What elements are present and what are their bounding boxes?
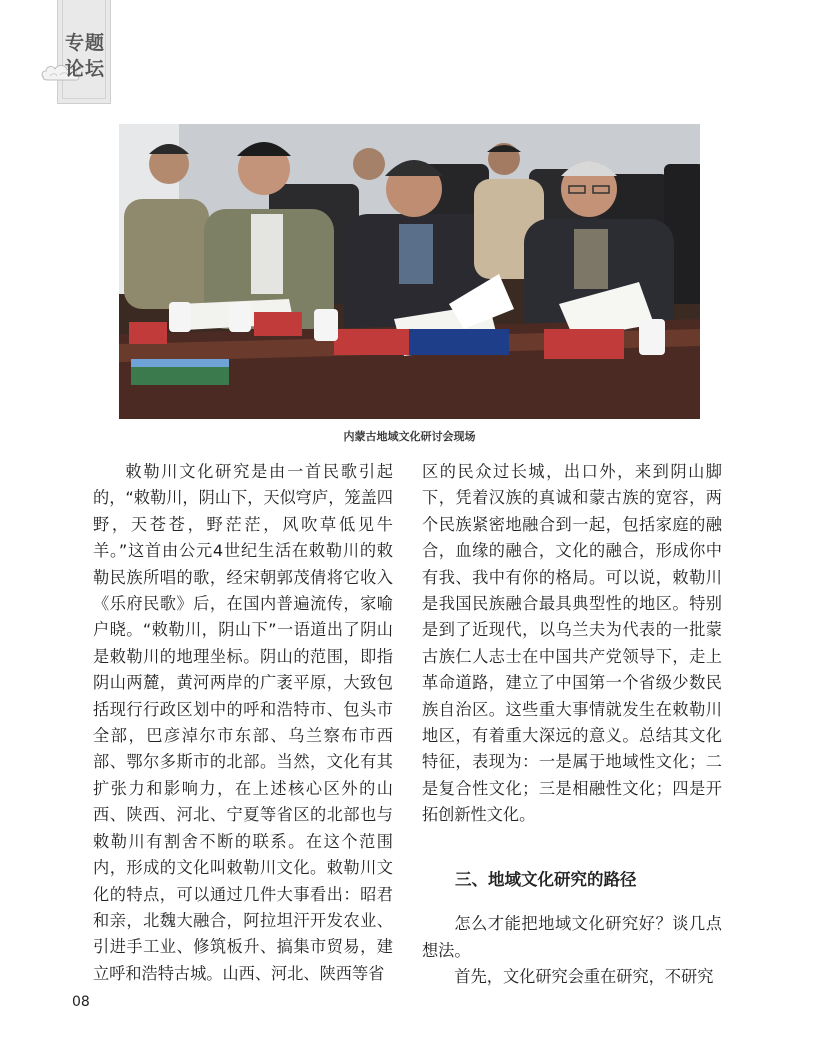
section-tab-line1: 专题 [64,32,105,54]
conference-photo-illustration [119,124,700,419]
paragraph-continuation: 区的民众过长城，出口外，来到阴山脚下，凭着汉族的真诚和蒙古族的宽容，两个民族紧密地融合到一起，包括家庭的融合，血缘的融合，文化的融合，形成你中有我、我中有你的格局。可以说，敕勒川是我国民族融合最具典型性的地区。特别是到了近现代，以乌兰夫为代表的一批蒙古族仁人志士在中国共产党领导下，走上革命道路，建立了中国第一个省级少数民族自治区。这些重大事情就发生在敕勒川地区，有着重大深远的意义。总结其文化特征，表现为：一是属于地域性文化；二是复合性文化；三是相融性文化；四是开拓创新性文化。 [422,462,722,825]
conference-photo [119,124,700,419]
section-tab-line2: 论坛 [64,58,105,80]
paragraph-chile-culture: 敕勒川文化研究是由一首民歌引起的，“敕勒川，阴山下，天似穹庐，笼盖四野，天苍苍，野茫茫，风吹草低见牛羊。”这首由公元4世纪生活在敕勒川的敕勒民族所唱的歌，经宋朝郭茂倩将它收入《乐府民歌》后，在国内普遍流传，家喻户晓。“敕勒川，阴山下”一语道出了阴山是敕勒川的地理坐标。阴山的范围，即指阴山两麓，黄河两岸的广袤平原，大致包括现行行政区划中的呼和浩特市、包头市全部，巴彦淖尔市东部、乌兰察布市西部、鄂尔多斯市的北部。当然，文化有其扩张力和影响力，在上述核心区外的山西、陕西、河北、宁夏等省区的北部也与敕勒川有割舍不断的联系。在这个范围内，形成的文化叫敕勒川文化。敕勒川文化的特点，可以通过几件大事看出：昭君和亲，北魏大融合，阿拉坦汗开发农业、引进手工业、修筑板升、搞集市贸易，建立呼和浩特古城。山西、河北、陕西等省 [93,462,393,983]
right-column [422,459,722,990]
paragraph-research-ideas: 怎么才能把地域文化研究好？谈几点想法。 [422,914,722,960]
paragraph-first-point: 首先，文化研究会重在研究，不研究 [454,966,714,986]
left-column [93,459,393,987]
page-number: 08 [72,994,90,1010]
section-heading: 三、地域文化研究的路径 [455,869,637,889]
section-tab [57,0,111,104]
photo-caption: 内蒙古地域文化研讨会现场 [343,430,476,443]
